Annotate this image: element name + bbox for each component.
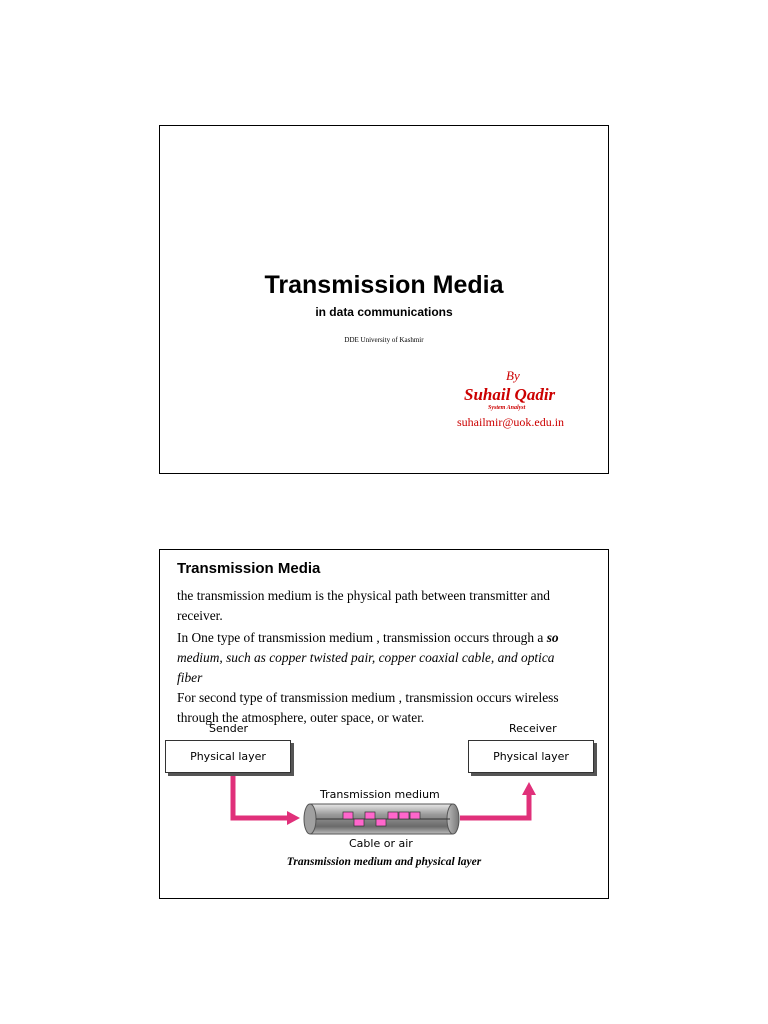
content-slide (159, 549, 609, 899)
cable-label: Cable or air (349, 837, 413, 850)
author-email[interactable]: suhailmir@uok.edu.in (457, 415, 565, 429)
receiver-label: Receiver (509, 722, 557, 735)
author-role: System Analyst (488, 405, 526, 411)
receiver-physical-layer-box: Physical layer (468, 740, 594, 773)
body-emphasis: so (546, 630, 559, 645)
sender-label: Sender (209, 722, 248, 735)
body-text: In One type of transmission medium , transmission occurs through a (177, 630, 547, 645)
body-line: the transmission medium is the physical path between transmitter and (177, 588, 550, 603)
slide-heading: Transmission Media (177, 560, 321, 577)
title-slide (159, 125, 609, 474)
figure-caption: Transmission medium and physical layer (286, 856, 482, 868)
sender-arrow (233, 775, 300, 825)
body-line: receiver. (177, 608, 223, 623)
body-line: medium, such as copper twisted pair, copper coaxial cable, and optica (177, 650, 555, 665)
body-line: fiber (177, 670, 203, 685)
by-label: By (506, 368, 520, 383)
receiver-arrow (460, 782, 536, 818)
sender-physical-layer-box: Physical layer (165, 740, 291, 773)
author-name: Suhail Qadir (464, 385, 556, 404)
transmission-medium-label: Transmission medium (320, 788, 440, 801)
organization-label: DDE University of Kashmir (344, 336, 424, 344)
body-line: For second type of transmission medium , transmission occurs wireless (177, 690, 559, 705)
slide-subtitle: in data communications (315, 305, 453, 319)
body-line: through the atmosphere, outer space, or water. (177, 710, 425, 725)
slide-title: Transmission Media (264, 271, 504, 299)
